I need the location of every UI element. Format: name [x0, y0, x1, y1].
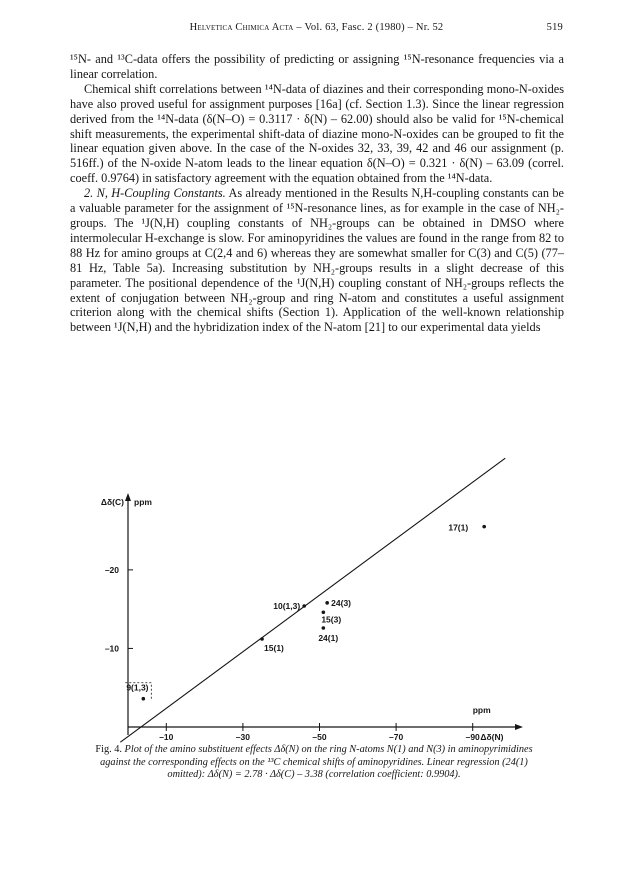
y-tick-label: –20	[104, 564, 119, 575]
data-point-label: 10(1,3)	[273, 601, 301, 611]
running-head-center	[70, 22, 563, 33]
paragraph-3	[70, 186, 564, 335]
x-tick-label: –30	[235, 732, 250, 742]
caption-text: Plot of the amino substituent effects Δδ(N) on the ring N-atoms N(1) and N(3) in aminopyrimidines against the corresponding effects on the ¹³C chemical shifts of aminopyridines. Linear regression (24(1) omitted): Δδ(N) = 2.78 · Δδ(C) – 3.38 (correlation coefficient: 0.9904).	[100, 744, 533, 781]
data-point-label: 24(3)	[331, 597, 352, 608]
data-point-label: 24(1)	[318, 633, 339, 643]
figure-caption	[84, 744, 544, 782]
paragraph-3-text: As already mentioned in the Results N,H-coupling constants can be a valuable parameter for the assignment of ¹⁵N-resonance lines, as for example in the case of NH₂-groups. The ¹J(N,H) coupling constants of NH₂-groups can be obtained in DMSO where intermolecular H-exchange is slow. For aminopyridines the values are found in the range from 82 to 88 Hz for amino groups at C(2,4 and 6) whereas they are somewhat smaller for C(3) and C(5) (77–81 Hz, Table 5a). Increasing substitution by NH₂-groups results in a slight decrease of this parameter. The positional dependence of the ¹J(N,H) coupling constant of NH₂-groups reflects the extent of conjugation between NH₂-group and ring N-atom and constitutes a useful assignment criterion along with the chemical shifts (Section 1). Application of the well-known relationship between ¹J(N,H) and the hybridization index of the N-atom [21] to our experimental data yields	[70, 186, 565, 335]
data-point-label: 17(1)	[448, 522, 469, 533]
figure-4	[80, 465, 530, 741]
journal-name: Helvetica Chimica Acta	[189, 22, 294, 33]
y-tick-label: –10	[104, 643, 119, 654]
section-heading: 2. N, H-Coupling Constants.	[84, 186, 226, 201]
data-point	[482, 525, 486, 529]
data-point	[325, 601, 329, 605]
paragraph-2: Chemical shift correlations between ¹⁴N-data of diazines and their corresponding mono-N-oxides have also proved useful for assignment purposes [16a] (cf. Section 1.3). Since the linear regression derived from the ¹⁴N-data (δ(N–O) = 0.3117 · δ(N) – 62.00) should also be valid for ¹⁵N-chemical shift measurements, the experimental shift-data of diazine mono-N-oxides can be grouped to fit the linear equation given above. In the case of the N-oxides 32, 33, 39, 42 and 46 our assignment (p. 516ff.) of the N-oxide N-atom leads to the linear equation δ(N–O) = 0.321 · δ(N) – 63.09 (correl. coeff. 0.9764) in satisfactory agreement with the equation obtained from the ¹⁴N-data.	[70, 81, 564, 186]
data-point-label: 15(1)	[264, 643, 284, 653]
body-text	[70, 52, 564, 335]
x-tick-label: –90	[465, 732, 480, 742]
issue-details: – Vol. 63, Fasc. 2 (1980) – Nr. 52	[296, 22, 444, 33]
x-axis-arrow	[515, 724, 523, 730]
x-tick-label: –10	[159, 732, 174, 742]
y-axis-arrow	[125, 493, 131, 501]
data-point	[322, 626, 326, 630]
caption-label: Fig. 4.	[95, 744, 122, 755]
scatter-chart	[80, 465, 530, 741]
data-point	[302, 604, 306, 608]
x-tick-label: –70	[389, 732, 404, 742]
x-axis-unit: ppm	[472, 705, 491, 715]
running-head	[70, 22, 563, 36]
data-point	[260, 637, 264, 641]
data-point	[142, 697, 146, 701]
data-point-label: 15(3)	[321, 614, 342, 625]
x-tick-label: –50	[312, 732, 327, 742]
data-point-label: 9(1,3)	[126, 682, 149, 693]
x-axis-title: Δδ(N)	[480, 732, 504, 742]
regression-line	[120, 458, 505, 742]
y-axis-title: Δδ(C)	[100, 497, 124, 507]
paragraph-1: ¹⁵N- and ¹³C-data offers the possibility of predicting or assigning ¹⁵N-resonance frequencies via a linear correlation.	[70, 52, 564, 81]
y-axis-unit: ppm	[134, 497, 152, 507]
page-number: 519	[546, 22, 563, 33]
